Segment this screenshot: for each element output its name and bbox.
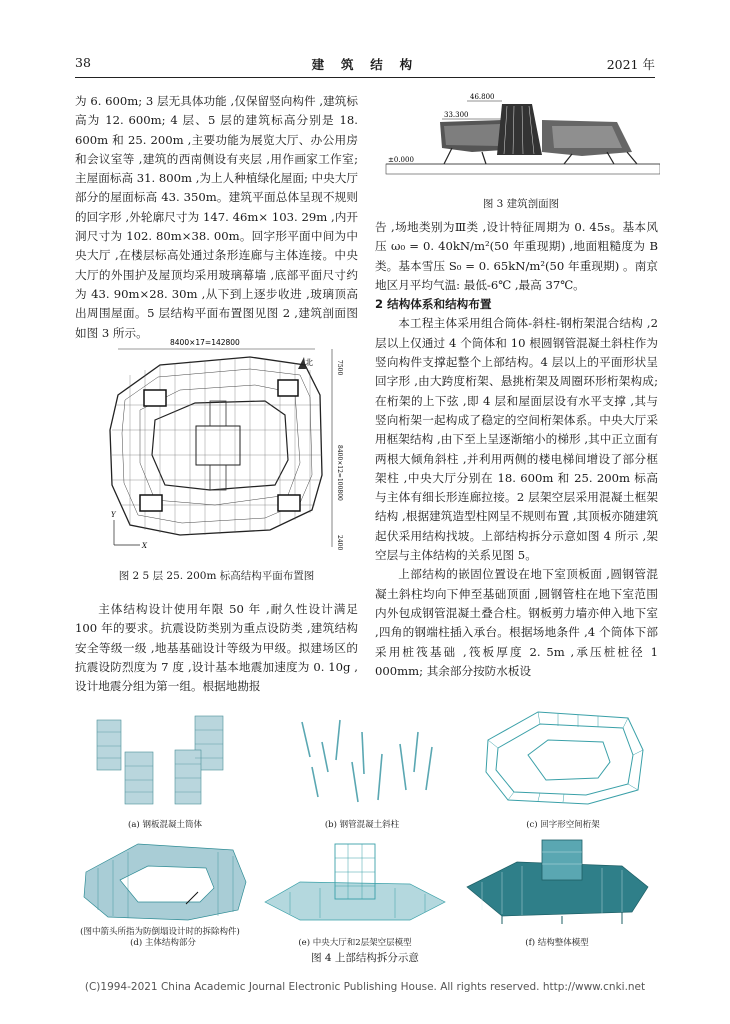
dim-bottom-small: 2400 xyxy=(336,535,343,551)
figure-4d-label: (d) 主体结构部分 xyxy=(130,938,196,948)
left-column-top xyxy=(75,92,358,343)
paragraph: 主体结构设计使用年限 50 年 ,耐久性设计满足 100 年的要求。抗震设防类别为重点设防类 ,建筑结构安全等级一级 ,地基基础设计等级为甲级。拟建场区的抗震设防烈度为 7 度 ,设计基本地震加速度为 0. 10g ,设计地震分组为第一组。根据地勘报 xyxy=(75,602,358,694)
figure-2-caption: 图 2 5 层 25. 200m 标高结构平面布置图 xyxy=(118,570,315,582)
paragraph: 告 ,场地类别为Ⅲ类 ,设计特征周期为 0. 45s。基本风压 ω₀ = 0. 40kN/m²(50 年重现期) ,地面粗糙度为 B 类。基本雪压 S₀ = 0. 65kN/m²(50 年重现期) 。南京地区月平均气温: 最低-6℃ ,最高 37℃。 xyxy=(375,220,658,292)
year: 2021 年 xyxy=(606,57,655,72)
north-label: 北 xyxy=(305,358,313,367)
figure-4d-main-structure xyxy=(78,832,248,927)
figure-4b-columns xyxy=(282,712,442,812)
central-hall xyxy=(196,426,240,465)
running-header xyxy=(75,55,655,73)
figure-2-plan xyxy=(100,335,358,560)
core-3 xyxy=(140,495,162,511)
figure-4f-overall-model xyxy=(462,832,652,927)
paragraph: 上部结构的嵌固位置设在地下室顶板面 ,圆钢管混凝土斜柱均向下伸至基础顶面 ,圆钢管柱在地下室范围内外包成钢管混凝土叠合柱。钢板剪力墙亦伸入地下室 ,四角的钢端柱插入承台。根据场地条件 ,4 个筒体下部采用桩筏基础 ,筏板厚度 2. 5m ,承压桩桩径 1 000mm; 其余部分按防水板设 xyxy=(375,567,658,678)
figure-4-caption: 图 4 上部结构拆分示意 xyxy=(311,952,419,964)
core-1 xyxy=(144,390,166,406)
paragraph: 本工程主体采用组合筒体-斜柱-钢桁架混合结构 ,2 层以上仅通过 4 个筒体和 10 根圆钢管混凝土斜柱作为竖向构件支撑起整个上部结构。4 层以上的平面形状呈回字形 ,由大跨度桁架、悬挑桁架及周圈环形桁架构成; 在桁架的上下弦 ,即 4 层和屋面层设有水平支撑 ,其与竖向桁架一起构成了稳定的空间桁架体系。中央大厅采用框架结构 ,由下至上呈逐渐缩小的梯形 ,其中正立面有两根大倾角斜柱 ,并利用两侧的楼电梯间增设了部分框架柱 ,中央大厅分别在 18. 600m 和 25. 200m 标高与主体有细长形连廊拉接。2 层架空层采用混凝土框架结构 ,根据建筑造型柱网呈不规则布置 ,其顶板亦随建筑起伏采用结构找坡。上部结构拆分示意如图 4 所示 ,架空层与主体结构的关系见图 5。 xyxy=(375,316,658,563)
core-2 xyxy=(278,380,298,396)
copyright-footer: (C)1994-2021 China Academic Journal Electronic Publishing House. All rights reserved. http://www.cnki.net xyxy=(84,981,646,993)
figure-4a-cores xyxy=(85,712,245,812)
page-number: 38 xyxy=(75,55,91,70)
axis-x-label: X xyxy=(142,542,147,550)
figure-4f-label: (f) 结构整体模型 xyxy=(525,938,589,948)
dim-right-small: 7500 xyxy=(336,360,343,376)
journal-name: 建 筑 结 构 xyxy=(311,57,419,72)
axis-y-label: Y xyxy=(111,511,116,519)
section-heading: 2 结构体系和结构布置 xyxy=(375,297,492,312)
right-column xyxy=(375,218,658,681)
figure-4c-truss xyxy=(478,700,648,812)
header-rule xyxy=(75,77,655,78)
dim-right-label: 8400×12=100800 xyxy=(336,445,343,501)
figure-4d-note: (图中箭头所指为防倒塌设计时的拆除构件) xyxy=(80,927,240,937)
figure-4e-hall-model xyxy=(260,832,450,927)
figure-3-section xyxy=(382,90,660,185)
level-mid-label: 33.300 xyxy=(444,111,469,119)
left-column-bottom xyxy=(75,600,358,696)
figure-4e-label: (e) 中央大厅和2层架空层模型 xyxy=(298,938,412,948)
core-4 xyxy=(278,495,300,511)
figure-3-caption: 图 3 建筑剖面图 xyxy=(482,198,560,210)
level-zero-label: ±0.000 xyxy=(388,156,414,164)
figure-4b-label: (b) 钢管混凝土斜柱 xyxy=(324,820,400,830)
level-top-label: 46.800 xyxy=(470,93,495,101)
figure-4a-label: (a) 钢板混凝土筒体 xyxy=(128,820,202,830)
paragraph: 为 6. 600m; 3 层无具体功能 ,仅保留竖向构件 ,建筑标高为 12. 600m; 4 层、5 层的建筑标高分别是 18. 600m 和 25. 200m ,主要功能为展览大厅、办公用房和会议室等 ,建筑的西南侧设有夹层 ,用作画家工作室; 主屋面标高 31. 800m ,为上人种植绿化屋面; 中央大厅部分的屋面标高 43. 350m。建筑平面总体呈现不规则的回字形 ,外轮廓尺寸为 147. 46m× 103. 29m ,内开洞尺寸为 102. 80m×38. 00m。回字形平面中间为中央大厅 ,在楼层标高处通过条形连廊与主体连接。中央大厅的外围护及屋顶均采用玻璃幕墙 ,底部平面尺寸约为 43. 90m×28. 30m ,从下到上逐步收进 ,玻璃顶高出周围屋面。5 层结构平面布置图见图 2 ,建筑剖面图如图 3 所示。 xyxy=(75,94,358,340)
dim-top-label: 8400×17=142800 xyxy=(170,338,240,347)
figure-4c-label: (c) 回字形空间桁架 xyxy=(526,820,600,830)
